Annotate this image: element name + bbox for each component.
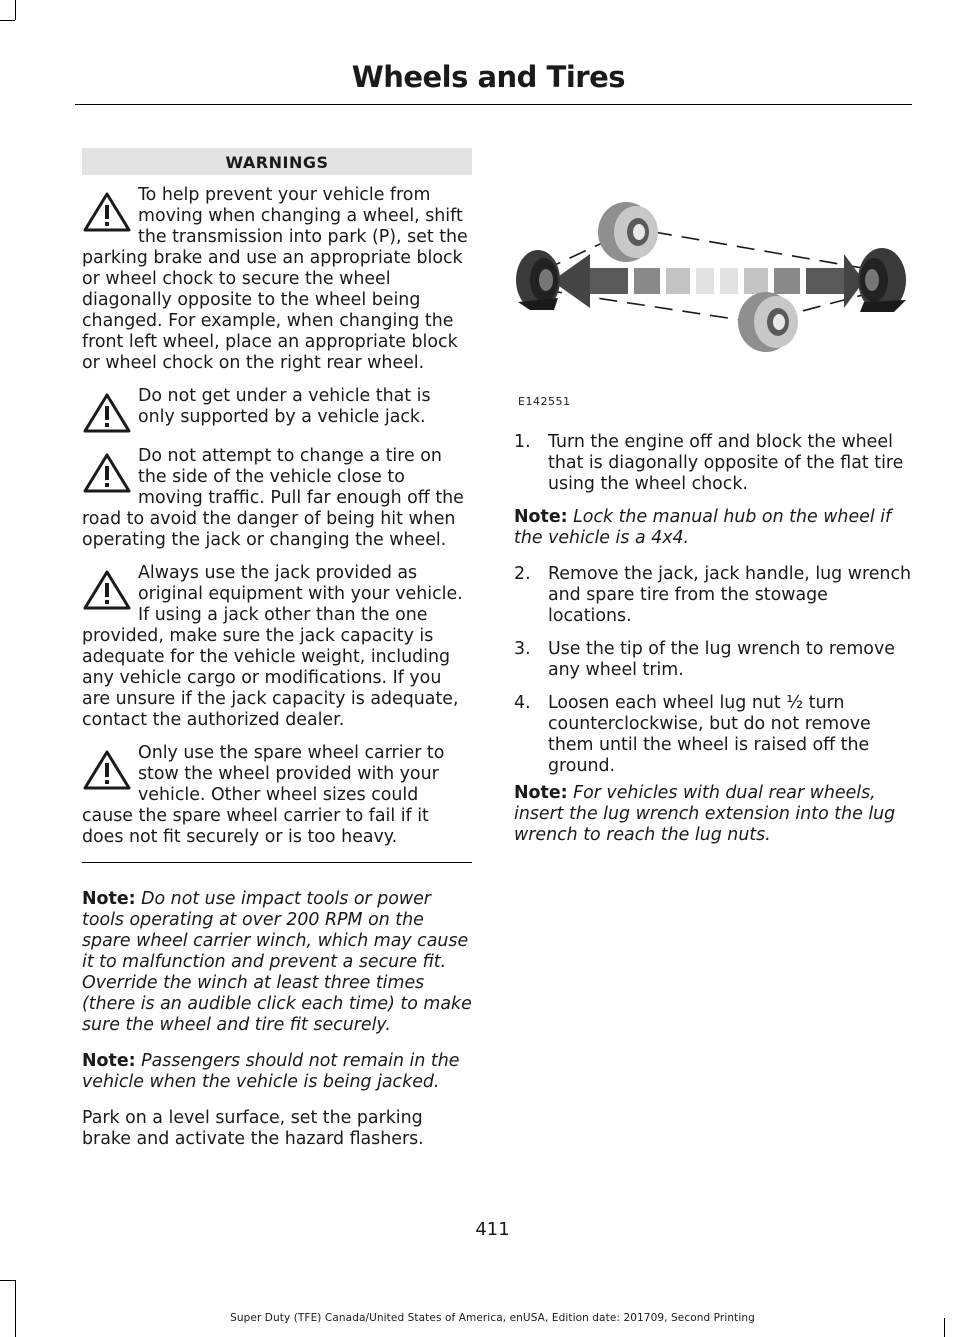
page-number: 411: [475, 1219, 510, 1240]
park-paragraph: Park on a level surface, set the parking brake and activate the hazard flashers.: [82, 1108, 424, 1149]
step-text: Remove the jack, jack handle, lug wrench and spare tire from the stowage locations.: [548, 564, 912, 626]
note-paragraph: [82, 889, 472, 1036]
step-number: 2.: [514, 564, 531, 584]
crop-mark: [15, 0, 16, 20]
list-item: [514, 639, 912, 681]
step-text: Turn the engine off and block the wheel that is diagonally opposite of the flat tire using the wheel chock.: [548, 432, 904, 494]
note-label: Note:: [514, 783, 568, 803]
crop-mark: [0, 20, 15, 21]
step-number: 3.: [514, 639, 531, 659]
list-item: [514, 564, 912, 627]
title-rule: [75, 104, 912, 105]
wheel-chock-figure: [514, 180, 912, 420]
note-paragraph: [514, 507, 912, 549]
crop-mark: [15, 1280, 16, 1337]
left-column: [82, 148, 472, 1165]
warning-item: [82, 743, 472, 848]
note-text: For vehicles with dual rear wheels, insert the lug wrench extension into the lug wrench to reach the lug nuts.: [514, 783, 896, 845]
note-paragraph: [82, 1051, 472, 1093]
step-text: Use the tip of the lug wrench to remove any wheel trim.: [548, 639, 895, 680]
note-label: Note:: [514, 507, 568, 527]
footer-text: Super Duty (TFE) Canada/United States of America, enUSA, Edition date: 201709, Second Printing: [230, 1312, 755, 1324]
crop-mark: [0, 1280, 15, 1281]
page-title: Wheels and Tires: [351, 60, 625, 94]
warning-triangle-icon: [82, 392, 132, 434]
warning-triangle-icon: [82, 749, 132, 791]
warning-text: Only use the spare wheel carrier to stow the wheel provided with your vehicle. Other wheel sizes could cause the spare wheel carrier to fail if it does not fit securely or is too heavy.: [82, 743, 445, 847]
warnings-heading: WARNINGS: [82, 148, 472, 175]
warning-item: [82, 185, 472, 374]
warning-text: Always use the jack provided as original equipment with your vehicle. If using a jack other than the one provided, make sure the jack capacity is adequate for the vehicle weight, including any vehicle cargo or modifications. If you are unsure if the jack capacity is adequate, contact the authorized dealer.: [82, 563, 463, 730]
warning-triangle-icon: [82, 569, 132, 611]
step-number: 1.: [514, 432, 531, 452]
warning-text: To help prevent your vehicle from moving when changing a wheel, shift the transmission into park (P), set the parking brake and use an appropriate block or wheel chock to secure the wheel diagonally opposite to the wheel being changed. For example, when changing the front left wheel, place an appropriate block or wheel chock on the right rear wheel.: [82, 185, 468, 373]
note-label: Note:: [82, 889, 136, 909]
right-column: [514, 180, 912, 861]
wheel-left-icon: [516, 250, 560, 310]
warning-item: [82, 386, 472, 434]
diagonal-wheel-diagram: [514, 180, 912, 420]
warning-text: Do not get under a vehicle that is only supported by a vehicle jack.: [138, 386, 431, 427]
warning-triangle-icon: [82, 191, 132, 233]
arrow-shaft: [588, 268, 846, 294]
note-paragraph: [514, 783, 912, 846]
step-number: 4.: [514, 693, 531, 713]
wheel-right-icon: [858, 248, 906, 312]
warning-item: [82, 446, 472, 551]
wheel-top-icon: [598, 202, 658, 262]
steps-list: [514, 432, 912, 846]
warning-triangle-icon: [82, 452, 132, 494]
wheel-bottom-icon: [738, 292, 798, 352]
figure-id: E142551: [518, 395, 571, 408]
list-item: [514, 693, 912, 777]
warnings-end-rule: [82, 862, 472, 863]
note-text: Do not use impact tools or power tools operating at over 200 RPM on the spare wheel carrier winch, which may cause it to malfunction and prevent a secure fit. Override the winch at least three times (there is an audible click each time) to make sure the wheel and tire fit securely.: [82, 889, 472, 1035]
step-text: Loosen each wheel lug nut ½ turn counterclockwise, but do not remove them until the wheel is raised off the ground.: [548, 693, 871, 776]
note-label: Note:: [82, 1051, 136, 1071]
note-text: Passengers should not remain in the vehicle when the vehicle is being jacked.: [82, 1051, 460, 1092]
warning-item: [82, 563, 472, 731]
list-item: [514, 432, 912, 495]
note-text: Lock the manual hub on the wheel if the vehicle is a 4x4.: [514, 507, 892, 548]
warning-text: Do not attempt to change a tire on the side of the vehicle close to moving traffic. Pull far enough off the road to avoid the danger of being hit when operating the jack or changing the wheel.: [82, 446, 464, 550]
